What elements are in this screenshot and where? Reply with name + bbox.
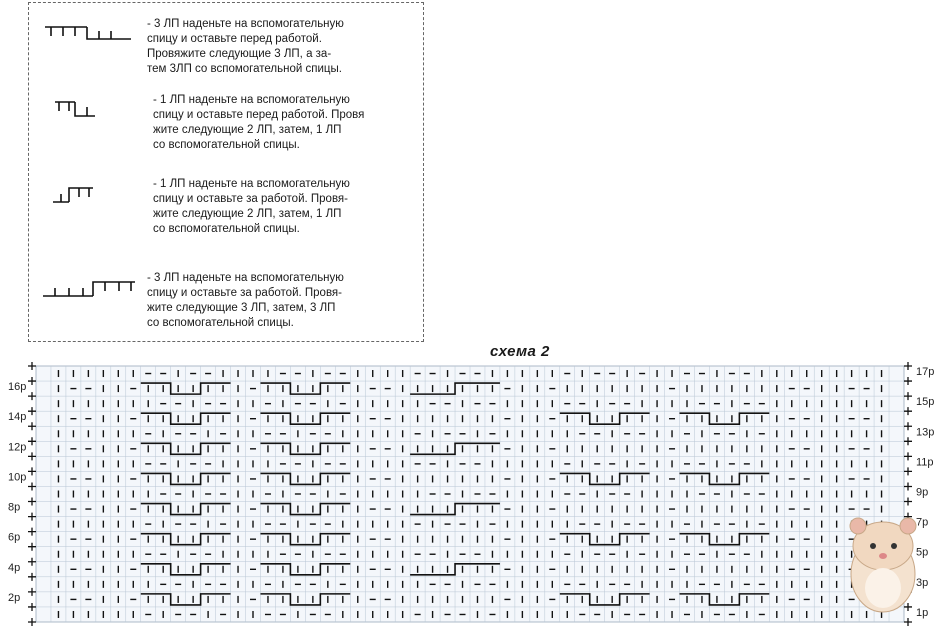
row-marker-right	[904, 437, 912, 445]
chart-title: схема 2	[490, 343, 550, 360]
row-label-right: 3р	[916, 576, 929, 589]
row-label-right: 17р	[916, 366, 935, 379]
row-marker-right	[904, 482, 912, 490]
row-marker-left	[28, 422, 36, 430]
row-marker-left	[28, 618, 36, 626]
row-label-left: 14р	[8, 411, 27, 424]
row-marker-right	[904, 407, 912, 415]
row-marker-right	[904, 377, 912, 385]
row-label-right: 15р	[916, 396, 935, 409]
row-label-right: 11р	[916, 456, 934, 469]
row-label-left: 16р	[8, 381, 27, 394]
row-label-right: 1р	[916, 606, 929, 619]
row-label-right: 9р	[916, 486, 929, 499]
row-marker-right	[904, 422, 912, 430]
row-marker-right	[904, 498, 912, 506]
row-marker-left	[28, 543, 36, 551]
row-marker-left	[28, 482, 36, 490]
row-marker-left	[28, 603, 36, 611]
row-label-left: 2р	[8, 591, 21, 604]
legend-text: - 3 ЛП наденьте на вспомогательную спицу и оставьте за работой. Провя- жите следующие 3 ЛП, затем, 3 ЛП со вспомогательной спицы.	[147, 272, 344, 329]
row-label-left: 10р	[8, 471, 27, 484]
row-label-left: 12р	[8, 441, 27, 454]
row-marker-left	[28, 588, 36, 596]
legend-text: - 1 ЛП наденьте на вспомогательную спицу и оставьте за работой. Провя- жите следующие 2 ЛП, затем, 1 ЛП со вспомогательной спицы.	[153, 178, 350, 235]
row-marker-left	[28, 528, 36, 536]
row-marker-left	[28, 513, 36, 521]
legend-text: - 1 ЛП наденьте на вспомогательную спицу и оставьте перед работой. Провя жите следующие 2 ЛП, затем, 1 ЛП со вспомогательной спицы.	[153, 94, 365, 151]
hamster-icon	[838, 512, 928, 622]
row-marker-right	[904, 392, 912, 400]
row-marker-right	[904, 452, 912, 460]
row-marker-right	[904, 467, 912, 475]
row-marker-left	[28, 558, 36, 566]
row-marker-right	[904, 362, 912, 370]
row-marker-left	[28, 498, 36, 506]
row-label-right: 5р	[916, 546, 929, 559]
row-label-left: 4р	[8, 561, 21, 574]
row-marker-left	[28, 362, 36, 370]
row-marker-left	[28, 452, 36, 460]
row-label-left: 8р	[8, 501, 21, 514]
row-marker-left	[28, 392, 36, 400]
row-marker-left	[28, 467, 36, 475]
row-label-right: 7р	[916, 516, 929, 529]
legend-text: - 3 ЛП наденьте на вспомогательную спицу и оставьте перед работой. Провяжите следующие 3 ЛП, а за- тем 3ЛП со вспомогательной спицы.	[147, 18, 344, 75]
row-marker-left	[28, 377, 36, 385]
row-marker-left	[28, 573, 36, 581]
row-label-right: 13р	[916, 426, 935, 439]
row-marker-left	[28, 437, 36, 445]
row-marker-left	[28, 407, 36, 415]
row-label-left: 6р	[8, 531, 21, 544]
